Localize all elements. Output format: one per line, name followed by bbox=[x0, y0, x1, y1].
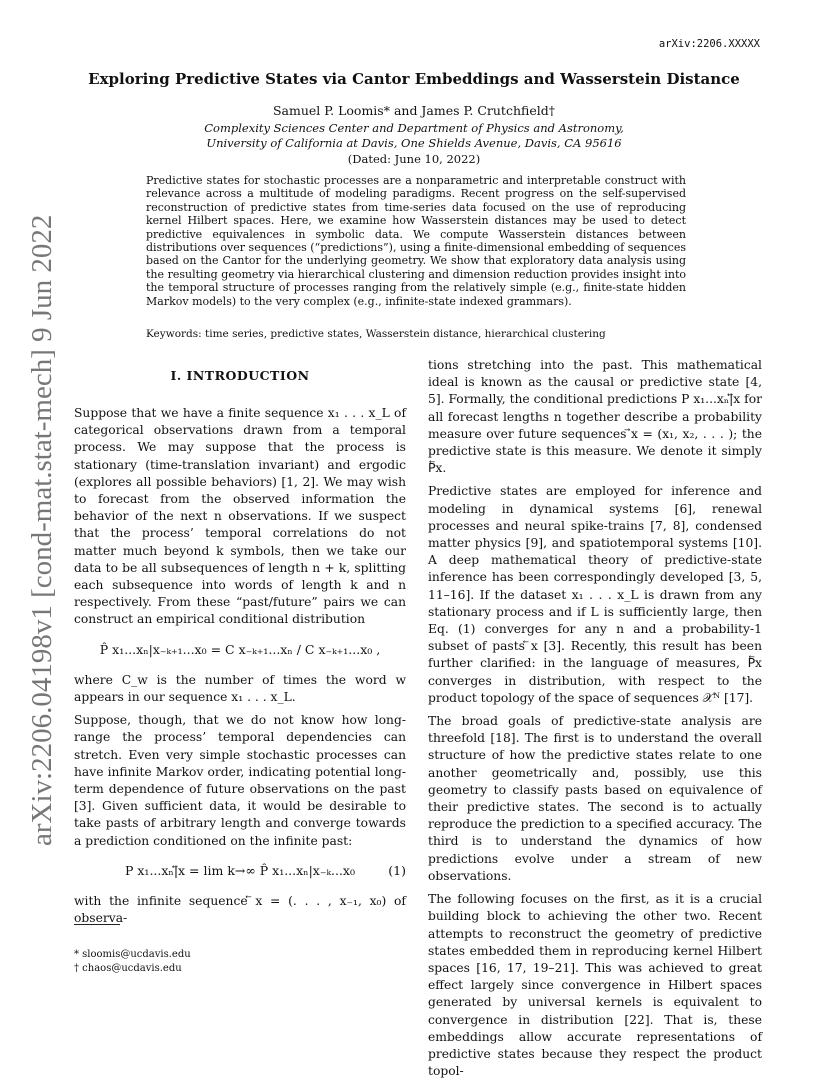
arxiv-sidebar-stamp: arXiv:2206.04198v1 [cond-mat.stat-mech] 9 Jun 2022 bbox=[26, 214, 58, 846]
left-column bbox=[74, 405, 406, 933]
right-column bbox=[428, 357, 762, 1086]
paragraph: where C_w is the number of times the word w appears in our sequence x₁ . . . x_L. bbox=[74, 672, 406, 705]
paragraph: tions stretching into the past. This mathematical ideal is known as the causal or predictive state [4, 5]. Formally, the conditional predictions P x₁...xₙ|⃖x for all forecast lengths n together describe a probability measure over future sequences ⃗x = (x₁, x₂, . . . ); the predictive state is this measure. We denote it simply P⃖x. bbox=[428, 358, 762, 476]
footnote-divider bbox=[74, 924, 120, 925]
section-heading-introduction: I. INTRODUCTION bbox=[170, 368, 310, 383]
affiliation-line-1: Complexity Sciences Center and Department of Physics and Astronomy, bbox=[204, 121, 624, 135]
equation-body: P x₁...xₙ|⃖x = lim k→∞ P̂ x₁...xₙ|x₋ₖ...x₀ bbox=[125, 862, 355, 878]
abstract: Predictive states for stochastic processes are a nonparametric and interpretable construct with relevance across a multitude of modeling paradigms. Recent progress on the self-supervised reconstruction of predictive states from time-series data focused on the use of reproducing kernel Hilbert spaces. Here, we examine how Wasserstein distances may be used to detect predictive equivalences in symbolic data. We compute Wasserstein distances between distributions over sequences (“predictions”), using a finite-dimensional embedding of sequences based on the Cantor for the underlying geometry. We show that exploratory data analysis using the resulting geometry via hierarchical clustering and dimension reduction provides insight into the temporal structure of processes ranging from the relatively simple (e.g., finite-state hidden Markov models) to the very complex (e.g., infinite-state indexed grammars). bbox=[146, 174, 686, 308]
affiliation-line-2: University of California at Davis, One Shields Avenue, Davis, CA 95616 bbox=[206, 136, 622, 150]
date-line: (Dated: June 10, 2022) bbox=[347, 152, 481, 166]
paragraph: Suppose that we have a finite sequence x₁ . . . x_L of categorical observations drawn from a temporal process. We may suppose that the process is stationary (time-translation invariant) and ergodic (explores all possible behaviors) [1, 2]. We may wish to forecast from the observed information the behavior of the next n observations. If we suspect that the process’ temporal correlations do not matter much beyond k symbols, then we take our data to be all subsequences of length n + k, splitting each subsequence into words of length k and n respectively. From these “past/future” pairs we can construct an empirical conditional distribution bbox=[74, 406, 406, 627]
equation-number: (1) bbox=[388, 862, 406, 878]
footnotes bbox=[74, 948, 191, 975]
footnote-email-2: † chaos@ucdavis.edu bbox=[74, 962, 182, 974]
paragraph: The broad goals of predictive-state analysis are threefold [18]. The first is to understand the overall structure of how the predictive states relate to one another geometrically and, possibly, use this geometry to classify pasts based on equivalence of their predictive states. The second is to actually reproduce the prediction to a specified accuracy. The third is to understand the dynamics of how predictions evolve under a stream of new observations. bbox=[428, 714, 762, 883]
footnote-email-1: * sloomis@ucdavis.edu bbox=[74, 949, 191, 960]
paragraph: with the infinite sequence ⃖x = (. . . , x₋₁, x₀) of observa- bbox=[74, 894, 406, 926]
equation-empirical-distribution: P̂ x₁...xₙ|x₋ₖ₊₁...x₀ = C x₋ₖ₊₁...xₙ / C x₋ₖ₊₁...x₀ , bbox=[99, 641, 381, 657]
author-list: Samuel P. Loomis* and James P. Crutchfield† bbox=[272, 103, 555, 118]
paragraph: Suppose, though, that we do not know how long-range the process’ temporal dependencies can stretch. Even very simple stochastic processes can have infinite Markov order, indicating potential long-term dependence of future observations on the past [3]. Given sufficient data, it would be desirable to take pasts of arbitrary length and converge towards a prediction conditioned on the infinite past: bbox=[74, 713, 406, 848]
paragraph: The following focuses on the first, as it is a crucial building block to achieving the other two. Recent attempts to reconstruct the geometry of predictive states embedded them in reproducing kernel Hilbert spaces [16, 17, 19–21]. This was achieved to great effect largely since convergence in Hilbert spaces generated by universal kernels is equivalent to convergence in distribution [22]. That is, these embeddings allow accurate representations of predictive states because they respect the product topol- bbox=[428, 892, 762, 1079]
paper-title: Exploring Predictive States via Cantor Embeddings and Wasserstein Distance bbox=[88, 70, 740, 88]
affiliation bbox=[74, 121, 754, 151]
equation-1 bbox=[74, 862, 406, 879]
arxiv-identifier: arXiv:2206.XXXXX bbox=[658, 38, 760, 50]
keywords: Keywords: time series, predictive states, Wasserstein distance, hierarchical clustering bbox=[146, 328, 606, 340]
paragraph: Predictive states are employed for inference and modeling in dynamical systems [6], renewal processes and neural spike-trains [7, 8], condensed matter physics [9], and spatiotemporal systems [10]. A deep mathematical theory of predictive-state inference has been correspondingly developed [3, 5, 11–16]. If the dataset x₁ . . . x_L is drawn from any stationary process and if L is sufficiently large, then Eq. (1) converges for any n and a probability-1 subset of pasts ⃖x [3]. Recently, this result has been further clarified: in the language of measures, P⃖x converges in distribution, with respect to the product topology of the space of sequences 𝒳ᴺ [17]. bbox=[428, 484, 762, 705]
